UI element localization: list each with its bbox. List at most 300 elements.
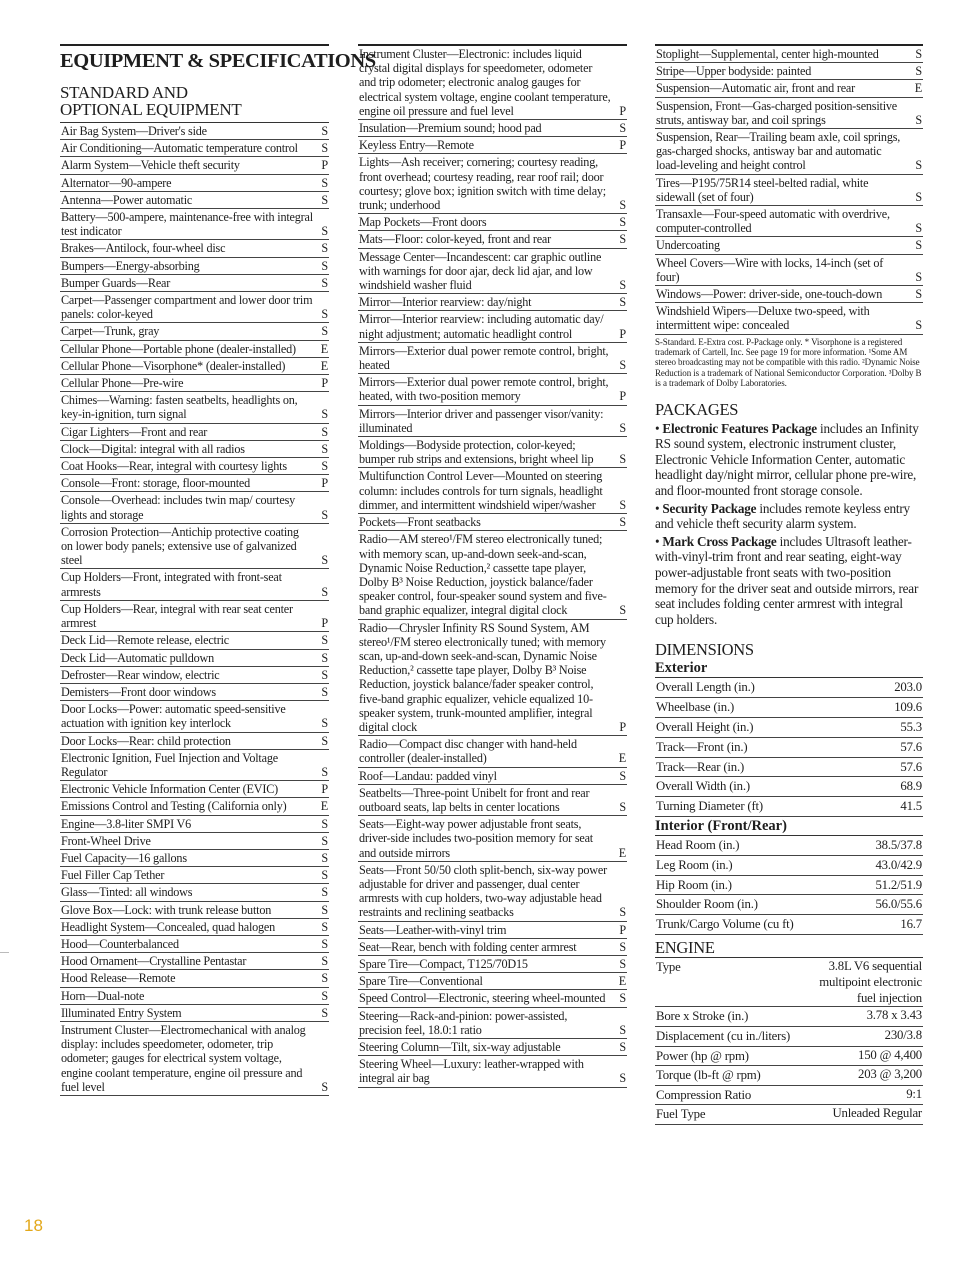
spec-value: 57.6 [900,759,922,774]
spec-value: 68.9 [900,779,922,794]
equipment-row [60,919,329,936]
equipment-list-col1 [60,122,329,1096]
equipment-row [60,375,329,392]
equipment-row [358,990,627,1007]
dimensions-heading: DIMENSIONS [655,640,754,660]
spec-row [655,1047,923,1067]
equipment-row [358,468,627,514]
section-heading-line2: OPTIONAL EQUIPMENT [60,100,242,119]
availability-code: P [321,158,328,173]
equipment-description: Seats—Eight-way power adjustable front seats, driver-side includes two-position memory for seat and outside mirrors [359,817,593,860]
equipment-row [60,492,329,523]
spec-value: 41.5 [900,799,922,814]
equipment-row [60,936,329,953]
column-left [60,44,376,1096]
spec-value: 230/3.8 [884,1027,922,1042]
equipment-row [60,175,329,192]
availability-code: S [321,307,328,322]
equipment-row [358,736,627,767]
spec-value: 3.8L V6 sequential multipoint electronic fuel injection [819,958,922,1005]
equipment-description: Deck Lid—Automatic pulldown [61,650,215,665]
equipment-row [60,341,329,358]
availability-code: S [619,956,626,971]
equipment-description: Spare Tire—Compact, T125/70D15 [359,956,528,971]
availability-code: P [321,376,328,391]
spec-row [655,895,923,915]
equipment-row [60,781,329,798]
equipment-row [60,650,329,667]
interior-dimensions-table [655,835,923,935]
availability-code: S [619,991,626,1006]
equipment-description: Deck Lid—Remote release, electric [61,633,230,648]
spec-label: Overall Width (in.) [656,779,750,794]
spec-value: 9:1 [906,1086,922,1101]
availability-code: S [321,988,328,1003]
spec-value: 55.3 [900,720,922,734]
package-description: includes an Infinity RS sound system, electronic instrument cluster, Electronic Vehicle Information Center, automatic headlight day/night mirror, cellular phone pre-wire, and floor-mounted front storage console. [655,420,919,499]
equipment-row [358,154,627,214]
equipment-description: Corrosion Protection—Antichip protective coating on lower body panels; extensive use of galvanized steel [61,524,299,568]
equipment-description: Console—Overhead: includes twin map/ courtesy lights and storage [61,493,296,522]
spec-label: Head Room (in.) [656,837,740,852]
equipment-description: Multifunction Control Lever—Mounted on steering column: includes controls for turn signals, headlight dimmer, and intermittent windshield wiper/washer [359,469,603,512]
equipment-row [358,922,627,939]
equipment-row [655,46,923,63]
equipment-description: Headlight System—Concealed, quad halogen [61,919,276,934]
equipment-description: Electronic Ignition, Fuel Injection and Voltage Regulator [61,750,278,779]
equipment-row [358,816,627,862]
equipment-row [655,206,923,237]
spec-label: Overall Length (in.) [656,680,755,695]
equipment-description: Front-Wheel Drive [61,833,151,848]
equipment-row [358,956,627,973]
availability-code: P [619,389,626,404]
availability-code: S [321,936,328,951]
equipment-row [358,531,627,619]
availability-code: S [619,295,626,310]
equipment-description: Cup Holders—Front, integrated with front-seat armrests [61,570,282,599]
availability-code: S [915,318,922,333]
equipment-row [60,424,329,441]
availability-code: S [619,452,626,467]
equipment-row [60,524,329,570]
margin-mark [0,952,9,953]
equipment-row [358,1039,627,1056]
availability-code: E [618,751,626,766]
availability-code: S [321,816,328,831]
bullet-icon: • [655,500,660,516]
availability-code: S [321,459,328,474]
equipment-row [655,63,923,80]
spec-value: 43.0/42.9 [875,857,922,872]
exterior-dimensions-table [655,677,923,817]
equipment-row [60,816,329,833]
equipment-row [60,157,329,174]
availability-code: S [915,158,922,173]
availability-code: S [321,868,328,883]
equipment-description: Steering Wheel—Luxury: leather-wrapped with integral air bag [359,1057,584,1086]
equipment-description: Radio—AM stereo¹/FM stereo electronically tuned; with memory scan, up-and-down seek-and-scan, Dynamic Noise Reduction,² cassette tape player, Dolby B³ Noise Reduction, joystick balance/fader speaker control, four-speaker sound system and five-band graphic equalizer, integral digital clock [359,532,607,618]
equipment-row [60,867,329,884]
package-item [655,501,923,532]
equipment-description: Mirror—Interior rearview: day/night [359,295,532,310]
equipment-row [358,311,627,342]
equipment-row [358,343,627,374]
equipment-row [358,768,627,785]
equipment-row [358,406,627,437]
availability-code: S [321,850,328,865]
spec-row [655,1007,923,1027]
equipment-description: Suspension, Front—Gas-charged position-sensitive struts, antisway bar, and coil springs [656,98,898,127]
availability-code: S [321,633,328,648]
availability-code: S [321,584,328,599]
availability-code: E [618,845,626,860]
equipment-row [358,231,627,248]
equipment-row [60,970,329,987]
spec-row [655,718,923,738]
spec-value: 51.2/51.9 [875,877,922,892]
equipment-description: Door Locks—Rear: child protection [61,733,231,748]
availability-code: P [619,326,626,341]
availability-code: S [619,603,626,618]
availability-code: S [619,1040,626,1054]
spec-row [655,777,923,797]
spec-label: Wheelbase (in.) [656,700,735,715]
equipment-description: Carpet—Passenger compartment and lower door trim panels: color-keyed [61,293,313,322]
availability-code: S [321,124,328,138]
spec-value: 38.5/37.8 [875,837,922,852]
exterior-heading: Exterior [655,660,708,677]
availability-code: S [619,198,626,213]
equipment-row [60,988,329,1005]
equipment-description: Electronic Vehicle Information Center (EVIC) [61,782,279,797]
equipment-description: Door Locks—Power: automatic speed-sensitive actuation with ignition key interlock [61,702,286,731]
availability-code: P [321,782,328,797]
equipment-row [358,973,627,990]
equipment-row [60,833,329,850]
availability-code: S [321,667,328,682]
spec-label: Compression Ratio [656,1087,752,1102]
equipment-row [60,684,329,701]
spec-value: 16.7 [900,917,922,932]
equipment-description: Horn—Dual-note [61,988,145,1003]
availability-code: S [321,441,328,456]
availability-code: S [619,939,626,954]
availability-code: P [619,138,626,153]
equipment-row [358,939,627,956]
availability-code: S [619,278,626,293]
spec-row [655,958,923,1007]
equipment-row [358,137,627,154]
equipment-description: Mirrors—Exterior dual power remote control, bright, heated, with two-position memory [359,375,609,404]
package-description: includes Ultrasoft leather-with-vinyl-trim front and rear seating, eight-way power-adjustable front seats with two-position memory for the driver seat and outside mirrors, rear seat includes folding center armrest with integral cup holders. [655,533,919,627]
package-description: includes remote keyless entry and vehicle theft security alarm system. [655,500,910,532]
equipment-description: Cellular Phone—Portable phone (dealer-installed) [61,341,296,356]
availability-code: S [321,833,328,848]
spec-label: Track—Rear (in.) [656,759,745,774]
package-name: Mark Cross Package [662,533,777,549]
spec-value: 3.78 x 3.43 [866,1008,922,1023]
equipment-list-col2 [358,44,627,1088]
equipment-description: Wheel Covers—Wire with locks, 14-inch (set of four) [656,255,884,284]
spec-row [655,738,923,758]
equipment-description: Hood Ornament—Crystalline Pentastar [61,954,247,969]
spec-label: Power (hp @ rpm) [656,1048,749,1063]
equipment-row [60,601,329,632]
availability-code: S [619,497,626,512]
availability-code: S [321,650,328,665]
spec-row [655,915,923,935]
spec-row [655,698,923,718]
equipment-row [60,358,329,375]
spec-label: Leg Room (in.) [656,857,733,872]
availability-code: S [321,424,328,439]
equipment-description: Radio—Compact disc changer with hand-held controller (dealer-installed) [359,737,577,766]
equipment-description: Instrument Cluster—Electromechanical with analog display: includes speedometer, odometer, trip odometer; gauges for electrical system voltage, engine coolant temperature, engine oil pressure and fuel level [61,1022,306,1094]
equipment-row [655,129,923,175]
availability-code: S [321,902,328,917]
spec-row [655,797,923,817]
equipment-description: Map Pockets—Front doors [359,215,487,230]
availability-code: P [619,719,626,734]
availability-code: S [321,241,328,256]
equipment-row [358,46,627,120]
equipment-description: Pockets—Front seatbacks [359,515,481,530]
availability-code: S [915,64,922,79]
availability-code: S [321,324,328,339]
equipment-description: Steering Column—Tilt, six-way adjustable [359,1040,561,1054]
availability-code: S [915,269,922,284]
availability-code: S [321,1079,328,1094]
equipment-description: Mats—Floor: color-keyed, front and rear [359,232,551,247]
equipment-description: Seats—Front 50/50 cloth split-bench, six-way power adjustable for driver and passenger, dual center armrests with cup holders, two-way adjustable head restraints and reclining seatbacks [359,862,607,920]
equipment-description: Radio—Chrysler Infinity RS Sound System, AM stereo¹/FM stereo electronically tuned; with memory scan, up-and-down seek-and-scan, Dynamic Noise Reduction,² cassette tape player, Dolby B³ Noise Reduction, joystick balance/fader speaker control, five-band graphic equalizer, vehicle equalized 10-speaker system, trunk-mounted amplifier, integral digital clock [359,620,606,734]
equipment-row [655,303,923,334]
spec-label: Displacement (cu in./liters) [656,1028,791,1043]
equipment-row [60,292,329,323]
availability-code: S [321,733,328,748]
availability-code: S [321,258,328,273]
equipment-description: Bumpers—Energy-absorbing [61,258,200,273]
engine-heading: ENGINE [655,937,715,957]
availability-code: S [321,684,328,699]
availability-code: S [619,420,626,435]
equipment-description: Stoplight—Supplemental, center high-mounted [656,47,879,61]
equipment-row [358,1056,627,1087]
spec-row [655,876,923,896]
equipment-description: Steering—Rack-and-pinion: power-assisted, precision feel, 18.0:1 ratio [359,1008,568,1037]
equipment-description: Mirrors—Interior driver and passenger visor/vanity: illuminated [359,406,604,435]
equipment-list-col3 [655,44,923,335]
equipment-row [358,785,627,816]
spec-row [655,1105,923,1125]
equipment-row [60,240,329,257]
availability-code: S [915,221,922,236]
equipment-description: Windshield Wipers—Deluxe two-speed, with intermittent wipe: concealed [656,304,870,333]
spec-row [655,1066,923,1086]
spec-label: Bore x Stroke (in.) [656,1009,749,1024]
availability-code: S [915,189,922,204]
availability-code: S [619,515,626,530]
interior-heading: Interior (Front/Rear) [655,817,787,834]
equipment-description: Console—Front: storage, floor-mounted [61,476,251,491]
availability-code: S [619,215,626,230]
equipment-description: Message Center—Incandescent: car graphic outline with warnings for door ajar, deck lid ajar, and low windshield washer fluid [359,249,602,293]
availability-code: E [914,81,922,96]
availability-code: S [619,799,626,814]
availability-code: E [320,358,328,373]
equipment-row [60,258,329,275]
equipment-row [60,392,329,423]
spec-label: Type [656,959,681,974]
equipment-description: Demisters—Front door windows [61,684,216,699]
packages-list [655,421,923,628]
equipment-description: Seat—Rear, bench with folding center armrest [359,939,577,954]
equipment-row [358,374,627,405]
availability-code: S [321,716,328,731]
equipment-row [60,475,329,492]
equipment-description: Insulation—Premium sound; hood pad [359,121,542,136]
equipment-description: Clock—Digital: integral with all radios [61,441,245,456]
spec-label: Hip Room (in.) [656,877,732,892]
equipment-description: Chimes—Warning: fasten seatbelts, headlights on, key-in-ignition, turn signal [61,393,298,422]
availability-code: E [618,974,626,989]
spec-label: Turning Diameter (ft) [656,799,763,814]
equipment-description: Cigar Lighters—Front and rear [61,424,208,439]
equipment-row [358,862,627,922]
package-name: Security Package [662,500,757,516]
availability-code: S [619,1022,626,1037]
availability-code: S [321,954,328,969]
spec-value: 203 @ 3,200 [858,1067,922,1082]
availability-code: S [321,507,328,522]
equipment-row [60,458,329,475]
availability-code: S [915,47,922,61]
page-number: 18 [24,1216,43,1235]
equipment-description: Air Bag System—Driver's side [61,124,207,138]
equipment-row [60,275,329,292]
equipment-row [358,249,627,295]
availability-code: P [321,616,328,631]
equipment-description: Transaxle—Four-speed automatic with overdrive, computer-controlled [656,207,890,236]
equipment-row [60,441,329,458]
equipment-row [60,323,329,340]
availability-code: S [619,121,626,136]
availability-code: S [915,287,922,302]
section-heading-equipment [60,84,329,118]
equipment-description: Seats—Leather-with-vinyl trim [359,922,507,937]
spec-label: Torque (lb-ft @ rpm) [656,1068,761,1083]
section-heading-line1: STANDARD AND [60,83,188,102]
availability-code: S [619,905,626,920]
equipment-description: Stripe—Upper bodyside: painted [656,64,812,79]
equipment-description: Fuel Filler Cap Tether [61,868,165,883]
spec-label: Track—Front (in.) [656,739,748,754]
spec-value: 203.0 [894,680,922,695]
availability-code: S [321,885,328,900]
spec-label: Shoulder Room (in.) [656,897,758,912]
spec-label: Fuel Type [656,1107,706,1122]
equipment-row [655,175,923,206]
package-item [655,534,923,628]
availability-code: S [321,192,328,207]
equipment-description: Carpet—Trunk, gray [61,324,160,339]
engine-specs-table [655,957,923,1125]
availability-code: P [619,922,626,937]
equipment-row [60,902,329,919]
equipment-row [60,850,329,867]
equipment-description: Mirror—Interior rearview: including automatic day/ night adjustment; automatic headlight control [359,312,604,341]
column-middle [358,44,627,1088]
equipment-row [358,214,627,231]
equipment-row [60,667,329,684]
availability-code: E [320,799,328,814]
equipment-row [60,569,329,600]
equipment-description: Air Conditioning—Automatic temperature control [61,141,298,156]
equipment-description: Undercoating [656,238,720,253]
spec-row [655,1086,923,1106]
column-right [655,44,923,1125]
availability-code: P [321,476,328,491]
equipment-row [60,192,329,209]
equipment-description: Bumper Guards—Rear [61,275,171,290]
equipment-description: Emissions Control and Testing (California only) [61,799,287,814]
availability-code: S [321,407,328,422]
bullet-icon: • [655,420,660,436]
availability-code: S [321,175,328,190]
equipment-row [358,514,627,531]
equipment-description: Alternator—90-ampere [61,175,172,190]
spec-label: Trunk/Cargo Volume (cu ft) [656,917,794,932]
equipment-description: Alarm System—Vehicle theft security [61,158,240,173]
availability-code: S [619,232,626,247]
spec-value: 56.0/55.6 [875,897,922,912]
equipment-row [60,123,329,140]
availability-code: S [915,238,922,253]
equipment-row [358,120,627,137]
equipment-description: Glass—Tinted: all windows [61,885,193,900]
bullet-icon: • [655,533,660,549]
availability-code: S [321,224,328,239]
equipment-description: Fuel Capacity—16 gallons [61,850,187,865]
equipment-row [60,953,329,970]
equipment-description: Hood Release—Remote [61,971,176,986]
equipment-description: Lights—Ash receiver; cornering; courtesy reading, front overhead; courtesy reading, rear roof rail; door courtesy; glove box; ignition switch with time delay; trunk; underhood [359,155,606,213]
equipment-description: Speed Control—Electronic, steering wheel-mounted [359,991,606,1006]
equipment-row [60,140,329,157]
equipment-row [60,750,329,781]
availability-code: S [321,141,328,156]
equipment-description: Cellular Phone—Pre-wire [61,376,184,391]
equipment-row [655,98,923,129]
equipment-description: Suspension—Automatic air, front and rear [656,81,855,96]
spec-row [655,836,923,856]
equipment-description: Brakes—Antilock, four-wheel disc [61,241,226,256]
equipment-row [60,733,329,750]
availability-code: S [321,553,328,568]
equipment-description: Hood—Counterbalanced [61,936,179,951]
package-item [655,421,923,499]
equipment-description: Antenna—Power automatic [61,192,193,207]
availability-code: S [321,764,328,779]
availability-code: S [321,971,328,986]
spec-value: Unleaded Regular [832,1106,922,1121]
equipment-description: Battery—500-ampere, maintenance-free with integral test indicator [61,210,313,239]
equipment-description: Glove Box—Lock: with trunk release button [61,902,272,917]
spec-label: Overall Height (in.) [656,720,754,734]
availability-code: S [619,358,626,373]
equipment-row [655,80,923,97]
